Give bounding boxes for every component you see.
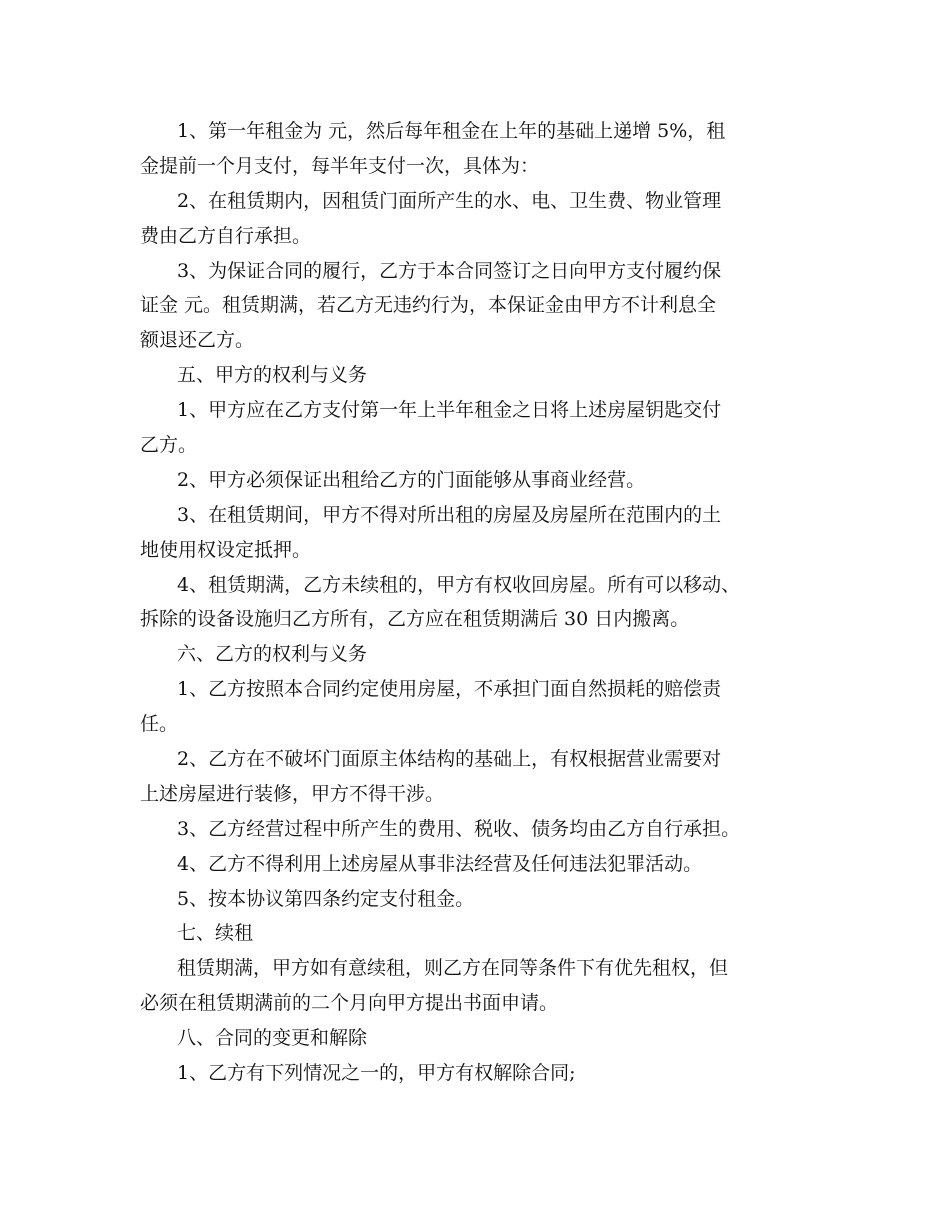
text-line: 金提前一个月支付，每半年支付一次，具体为： xyxy=(140,154,540,177)
text-line: 1、甲方应在乙方支付第一年上半年租金之日将上述房屋钥匙交付 xyxy=(177,399,722,422)
text-line: 3、为保证合同的履行，乙方于本合同签订之日向甲方支付履约保 xyxy=(177,259,722,282)
text-line: 2、在租赁期内，因租赁门面所产生的水、电、卫生费、物业管理 xyxy=(177,189,722,212)
text-line: 2、乙方在不破坏门面原主体结构的基础上，有权根据营业需要对 xyxy=(177,748,722,771)
text-line: 拆除的设备设施归乙方所有，乙方应在租赁期满后 30 日内搬离。 xyxy=(140,608,690,631)
text-line: 1、乙方按照本合同约定使用房屋，不承担门面自然损耗的赔偿责 xyxy=(177,678,722,701)
text-line: 3、在租赁期间，甲方不得对所出租的房屋及房屋所在范围内的土 xyxy=(177,503,722,526)
text-line: 必须在租赁期满前的二个月向甲方提出书面申请。 xyxy=(140,992,559,1015)
section-heading: 八、合同的变更和解除 xyxy=(177,1027,368,1050)
text-line: 5、按本协议第四条约定支付租金。 xyxy=(177,887,475,910)
text-line: 乙方。 xyxy=(140,434,198,457)
text-line: 3、乙方经营过程中所产生的费用、税收、债务均由乙方自行承担。 xyxy=(177,817,741,840)
text-line: 4、租赁期满，乙方未续租的，甲方有权收回房屋。所有可以移动、 xyxy=(177,573,741,596)
text-line: 证金 元。租赁期满，若乙方无违约行为，本保证金由甲方不计利息全 xyxy=(140,294,717,317)
document-body xyxy=(140,114,812,1091)
section-heading: 七、续租 xyxy=(177,922,254,945)
text-line: 4、乙方不得利用上述房屋从事非法经营及任何违法犯罪活动。 xyxy=(177,852,703,875)
text-line: 额退还乙方。 xyxy=(140,329,255,352)
text-line: 1、乙方有下列情况之一的，甲方有权解除合同; xyxy=(177,1062,576,1085)
text-line: 2、甲方必须保证出租给乙方的门面能够从事商业经营。 xyxy=(177,468,646,491)
text-line: 任。 xyxy=(140,713,179,736)
text-line: 1、第一年租金为 元，然后每年租金在上年的基础上递增 5%，租 xyxy=(177,120,726,142)
section-heading: 五、甲方的权利与义务 xyxy=(177,364,368,387)
text-line: 地使用权设定抵押。 xyxy=(140,538,312,561)
text-line: 租赁期满，甲方如有意续租，则乙方在同等条件下有优先租权，但 xyxy=(177,957,729,980)
section-heading: 六、乙方的权利与义务 xyxy=(177,643,368,666)
text-line: 上述房屋进行装修，甲方不得干涉。 xyxy=(140,782,445,805)
text-line: 费由乙方自行承担。 xyxy=(140,224,312,247)
